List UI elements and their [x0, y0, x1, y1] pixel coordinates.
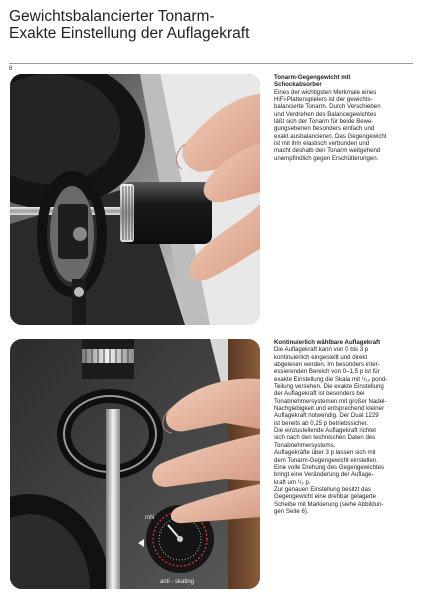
title-line-1: Gewichtsbalancierter Tonarm-	[9, 8, 215, 25]
body-line: Tonabnehmersystemen mit großer Nadel-	[274, 397, 387, 405]
body-line: sich nach den technischen Daten des	[274, 434, 376, 442]
body-line: läßt sich der Tonarm für beide Bewe-	[274, 118, 374, 126]
counterweight-heading	[274, 74, 412, 89]
body-line: kraft um ¹/₂ p.	[274, 478, 311, 486]
counterweight-heading-line-1: Tonarm-Gegengewicht mit	[274, 74, 351, 81]
body-line: Eines der wichtigsten Merkmale eines	[274, 88, 377, 96]
anti-skating-label: anti - skating	[160, 579, 195, 585]
tracking-force-caption	[274, 339, 412, 515]
body-line: gen Seite 6).	[274, 507, 309, 515]
counterweight-caption	[274, 74, 412, 162]
body-line: Eine volle Drehung des Gegengewichtes	[274, 463, 385, 471]
body-line: Auflagekraft notwendig. Der Dual 1229	[274, 412, 379, 420]
body-line: balancierte Tonarm. Durch Verschieben	[274, 103, 381, 111]
tracking-force-body	[274, 346, 412, 515]
body-line: ist bereits ab 0,25 p betriebssicher.	[274, 419, 369, 427]
body-line: kontinuierlich eingestellt und direkt	[274, 353, 368, 361]
body-line: dem Tonarm-Gegengewicht einstellen.	[274, 456, 378, 464]
body-line: exakt ausbalancieren. Das Gegengewicht	[274, 132, 387, 140]
body-line: gungsebenen besonders einfach und	[274, 125, 375, 133]
header-rule	[9, 63, 413, 64]
body-line: Scheibe mit Markierung (siehe Abbildun-	[274, 500, 384, 508]
body-line: ist mit ihm elastisch verbunden und	[274, 140, 370, 148]
body-line: und Verdrehen des Balancegewichtes	[274, 110, 377, 118]
body-line: Auflagekräfte über 3 p lassen sich mit	[274, 449, 376, 457]
body-line: Tonabnehmersystems.	[274, 441, 336, 449]
body-line: bringt eine Veränderung der Auflage-	[274, 471, 374, 479]
body-line: Gegengewicht eine drehbar gelagerte	[274, 493, 376, 501]
dial-top-label: mN	[145, 515, 155, 521]
body-line: essierenden Bereich von 0–1,5 p ist für	[274, 368, 380, 376]
tracking-force-photo	[10, 339, 260, 589]
body-line: Zur genauen Einstellung besitzt das	[274, 485, 371, 493]
body-line: Die einzustellende Auflagekraft richtet	[274, 427, 376, 435]
body-line: exakte Einstellung die Skala mit ¹/₁₀ pond-	[274, 375, 388, 383]
tracking-force-heading: Kontinuierlich wählbare Auflagekraft	[274, 339, 381, 346]
body-line: Nachgiebigkeit und entsprechend kleiner	[274, 405, 385, 413]
counterweight-photo	[10, 74, 260, 325]
body-line: HiFi-Plattenspielers ist der gewichts-	[274, 96, 373, 104]
page-number: 8	[9, 66, 13, 72]
body-line: Teilung versehen. Die exakte Einstellung	[274, 383, 384, 391]
counterweight-body	[274, 89, 412, 162]
page-title	[9, 8, 389, 42]
body-line: Die Auflagekraft kann von 0 bis 3 p	[274, 346, 369, 354]
body-line: unempfindlich gegen Erschütterungen.	[274, 154, 379, 162]
body-line: der Auflagekraft ist besonders bei	[274, 390, 365, 398]
body-line: macht deshalb den Tonarm weitgehend	[274, 147, 381, 155]
title-line-2: Exakte Einstellung der Auflagekraft	[9, 25, 250, 42]
body-line: abgelesen werden. Im besonders inter-	[274, 361, 380, 369]
counterweight-heading-line-2: Schockabsorber	[274, 81, 322, 89]
